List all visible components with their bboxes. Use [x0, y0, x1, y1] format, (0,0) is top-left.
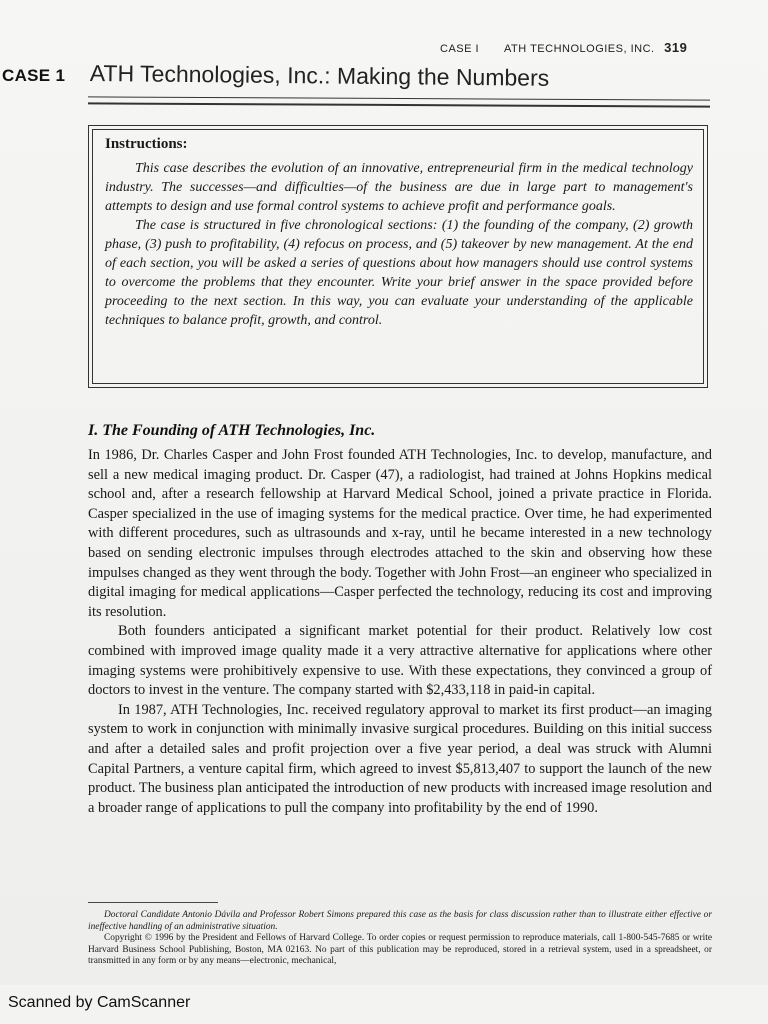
case-title: ATH Technologies, Inc.: Making the Numbers — [89, 60, 550, 91]
case-label: CASE 1 — [2, 66, 66, 85]
footnote-rule — [88, 902, 218, 903]
footnote-copyright: Copyright © 1996 by the President and Fellows of Harvard College. To order copies or request permission to reproduce materials, call 1-800-545-7685 or write Harvard Business School Publishing, Boston, MA 02163. No part of this publication may be reproduced, stored in a retrieval system, used in a spreadsheet, or transmitted in any form or by any means—electronic, mechanical, — [88, 933, 712, 966]
section-heading: I. The Founding of ATH Technologies, Inc. — [88, 422, 376, 439]
instructions-heading: Instructions: — [105, 136, 188, 152]
instructions-box — [88, 125, 708, 388]
section-body — [88, 446, 712, 818]
body-paragraph-3: In 1987, ATH Technologies, Inc. received regulatory approval to market its first product—an imaging system to work in conjunction with minimally invasive surgical procedures. Building on this initial success and after a detailed sales and profit projection over a five year period, a deal was struck with Alumni Capital Partners, a venture capital firm, which agreed to invest $5,813,407 to support the launch of the new product. The business plan anticipated the introduction of new products with increased image resolution and a broader range of applications to pull the company into profitability by the end of 1990. — [88, 701, 712, 816]
body-paragraph-2: Both founders anticipated a significant market potential for their product. Relatively low cost combined with improved image quality made it a very attractive alternative for applications where other imaging systems were prohibitively expensive to use. With these expectations, they convinced a group of doctors to invest in the venture. The company started with $2,433,118 in paid-in capital. — [88, 623, 712, 699]
instructions-inner-border — [92, 129, 704, 384]
title-rule-thin — [88, 96, 710, 100]
instructions-paragraph-1: This case describes the evolution of an innovative, entrepreneurial firm in the medical technology industry. The successes—and difficulties—of the business are due in large part to management's attempts to design and use formal control systems to achieve profit and performance goals. — [105, 161, 693, 214]
footnote-credit: Doctoral Candidate Antonio Dávila and Professor Robert Simons prepared this case as the basis for class discussion rather than to illustrate either effective or ineffective handling of an administrative situation. — [88, 910, 712, 932]
title-rule-thick — [88, 102, 710, 107]
page-number: 319 — [664, 40, 688, 55]
running-head — [440, 40, 687, 55]
instructions-paragraph-2: The case is structured in five chronological sections: (1) the founding of the company, (2) growth phase, (3) push to profitability, (4) refocus on process, and (5) takeover by new management. At the end of each section, you will be asked a series of questions about how managers should use control systems to overcome the problems that they encounter. Write your brief answer in the space provided before proceeding to the next section. In this way, you can evaluate your understanding of the applicable techniques to balance profit, growth, and control. — [105, 218, 693, 328]
body-paragraph-1: In 1986, Dr. Charles Casper and John Frost founded ATH Technologies, Inc. to develop, manufacture, and sell a new medical imaging product. Dr. Casper (47), a radiologist, had trained at Johns Hopkins medical school and, after a research fellowship at Harvard Medical School, joined a private practice in Florida. Casper specialized in the use of imaging systems for the medical practice. Over time, he had experimented with different procedures, such as ultrasounds and x-ray, until he became interested in a new technology based on sending electronic impulses through electrodes attached to the skin and observing how these impulses changed as they went through the body. Together with John Frost—an engineer who specialized in digital imaging for medical applications—Casper perfected the technology, reducing its cost and improving its resolution. — [88, 447, 712, 620]
scanner-watermark: Scanned by CamScanner — [8, 994, 191, 1011]
running-head-company: ATH TECHNOLOGIES, INC. — [504, 43, 655, 55]
running-head-case: CASE I — [440, 43, 480, 55]
footnote — [88, 910, 712, 968]
